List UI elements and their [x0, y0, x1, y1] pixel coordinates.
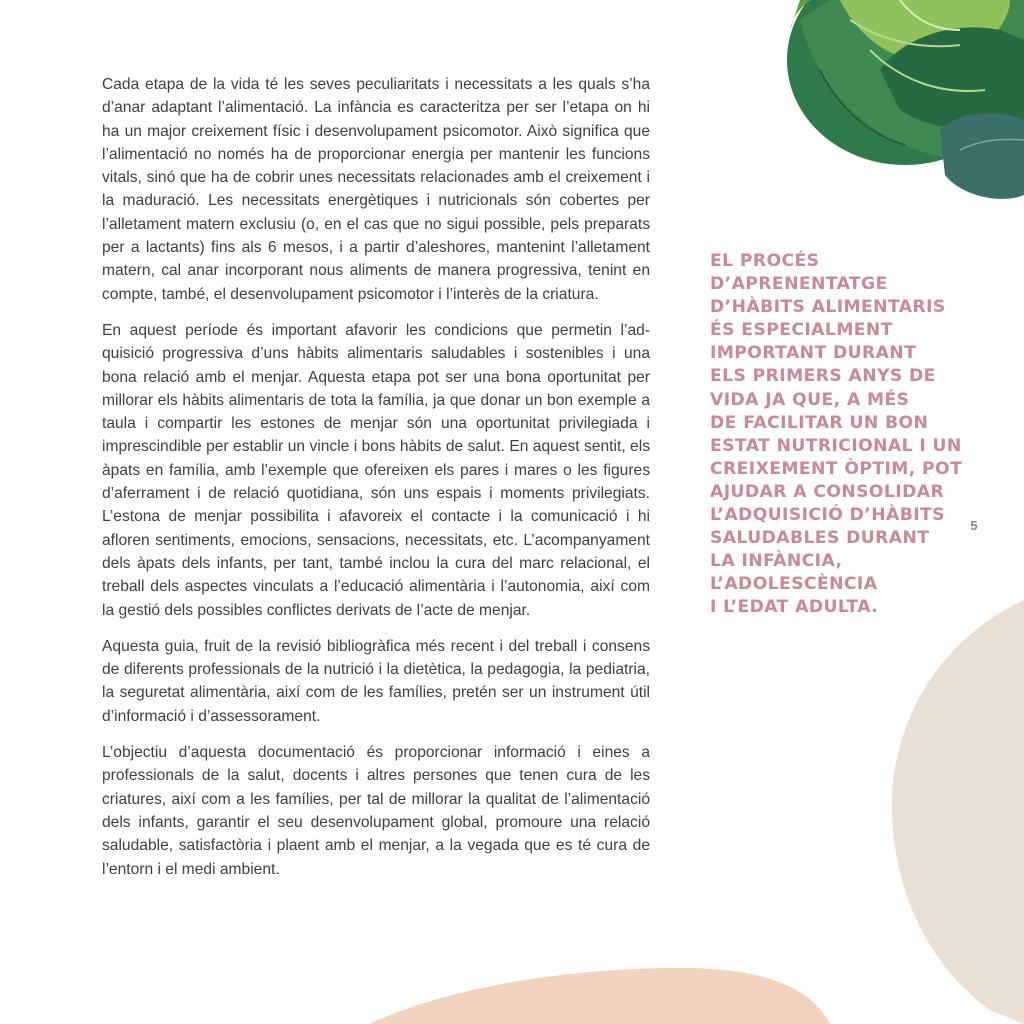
- paragraph-3: Aquesta guia, fruit de la revisió bibliogràfica més recent i del treball i consens de diferents professionals de la nutrició i la dietètica, la pedagogia, la pediatria, la seguretat alimentària, així com de les famílies, pretén ser un instrument útil d’informació i d’assessorament.: [102, 637, 650, 725]
- peach-blob-shape: [370, 968, 830, 1024]
- pull-quote-line: SALUDABLES DURANT: [710, 528, 930, 549]
- pull-quote-line: ÉS ESPECIALMENT: [710, 320, 893, 341]
- paragraph-4: L’objectiu d’aquesta documentació és proporcionar informació i eines a professionals de la salut, docents i altres persones que tenen cura de les criatures, així com a les famílies, per tal de millorar la qualitat de l’alimentació dels infants, garantir el seu desenvolupament global, promoure una relació saludable, satisfactòria i plaent amb el menjar, a la vegada que es té cura de l’entorn i el medi ambient.: [102, 744, 650, 878]
- pull-quote: [710, 250, 963, 620]
- paragraph-1: Cada etapa de la vida té les seves peculiaritats i necessitats a les quals s’ha d’anar adaptant l’alimentació. La infància es caracteritza per ser l’etapa on hi ha un major creixement físic i desenvolupament psicomotor. Això significa que l’alimentació no només ha de proporcionar energia per mantenir les funcions vitals, sinó que ha de cobrir unes necessitats relacionades amb el creixement i la maduració. Les necessitats energètiques i nutricionals són cobertes per l’alletament matern exclusiu (o, en el cas que no sigui possible, pels preparats per a lactants) fins als 6 mesos, i a partir d’aleshores, mantenint l’alletament matern, cal anar incorporant nous aliments de manera progressiva, tenint en compte, també, el desenvolupament psicomotor i l’interès de la criatura.: [102, 76, 650, 303]
- pull-quote-line: DE FACILITAR UN BON: [710, 412, 929, 433]
- page-number: 5: [970, 518, 978, 533]
- leaf-illustration: [787, 0, 1024, 199]
- pull-quote-line: ELS PRIMERS ANYS DE: [710, 366, 936, 387]
- paragraph-2: En aquest període és important afavorir les condicions que permetin l’adquisició progressiva d’uns hàbits alimentaris saludables i sostenibles i una bona relació amb el menjar. Aquesta etapa pot ser una bona oportunitat per millorar els hàbits alimentaris de tota la família, ja que donar un bon exemple a taula i compartir les estones de menjar són una oportunitat privilegiada i imprescindible per establir un vincle i bons hàbits de salut. En aquest sentit, els àpats en família, amb l’exemple que ofereixen els pares i mares o les figures d’aferrament i de relació quotidiana, són uns espais i moments privilegiats. L’estona de menjar possibilita i afavoreix el contacte i la comunicació i hi afloren sentiments, emocions, sensacions, necessitats, etc. L’acompanyament dels àpats dels infants, per tant, també inclou la cura del marc relacional, el treball dels aspectes vinculats a l’educació alimentària i l’autonomia, així com la gestió dels possibles conflictes derivats de l’acte de menjar.: [102, 321, 650, 619]
- pull-quote-line: ESTAT NUTRICIONAL I UN: [710, 435, 962, 456]
- pull-quote-line: LA INFÀNCIA,: [710, 551, 843, 572]
- beige-blob-shape: [892, 600, 1024, 1024]
- pull-quote-line: I L’EDAT ADULTA.: [710, 597, 879, 618]
- pull-quote-line: IMPORTANT DURANT: [710, 343, 917, 364]
- pull-quote-line: L’ADQUISICIÓ D’HÀBITS: [710, 505, 945, 526]
- pull-quote-line: L’ADOLESCÈNCIA: [710, 574, 878, 595]
- pull-quote-line: D’HÀBITS ALIMENTARIS: [710, 297, 946, 318]
- pull-quote-line: AJUDAR A CONSOLIDAR: [710, 481, 945, 502]
- pull-quote-line: EL PROCÉS: [710, 251, 820, 271]
- body-text: [102, 73, 650, 894]
- pull-quote-line: VIDA JA QUE, A MÉS: [710, 389, 910, 410]
- pull-quote-line: CREIXEMENT ÒPTIM, POT: [710, 458, 963, 479]
- pull-quote-line: D’APRENENTATGE: [710, 274, 888, 295]
